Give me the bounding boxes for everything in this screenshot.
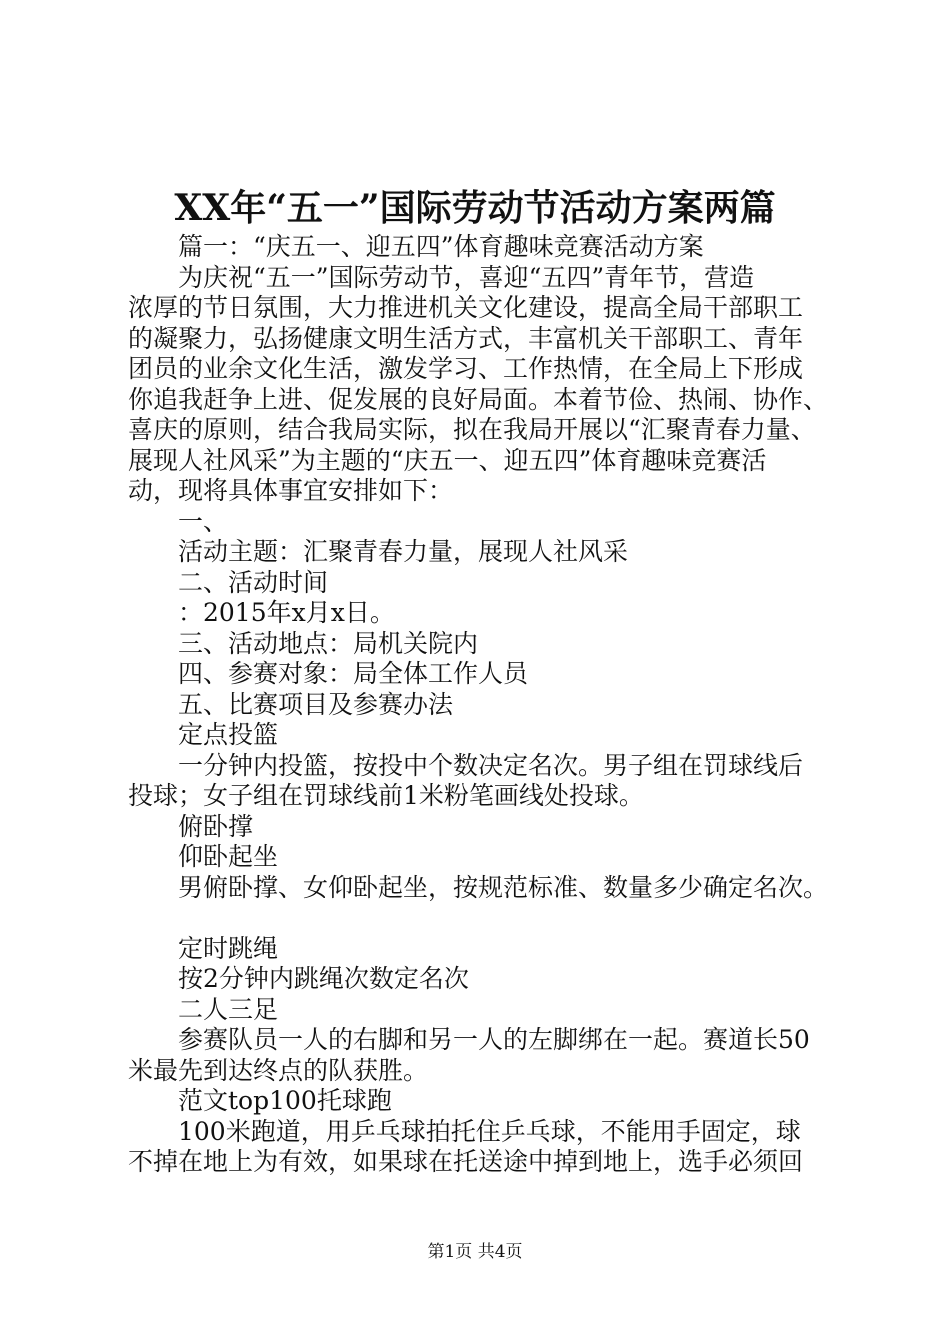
- event-name: 定时跳绳: [178, 933, 279, 963]
- paragraph-line: 的凝聚力，弘扬健康文明生活方式，丰富机关干部职工、青年: [128, 323, 804, 353]
- paragraph-line: 100米跑道，用乒乓球拍托住乒乓球，不能用手固定，球: [178, 1116, 801, 1146]
- event-name: 定点投篮: [178, 720, 279, 749]
- event-name: 范文top100托球跑: [178, 1086, 392, 1115]
- paragraph-line: 团员的业余文化生活，激发学习、工作热情，在全局上下形成: [128, 354, 804, 383]
- list-item: 活动主题：汇聚青春力量，展现人社风采: [178, 537, 629, 566]
- paragraph-line: 参赛队员一人的右脚和另一人的左脚绑在一起。赛道长50: [178, 1025, 810, 1054]
- blank-line: [128, 903, 868, 934]
- paragraph-line: 展现人社风采”为主题的“庆五一、迎五四”体育趣味竞赛活: [128, 445, 767, 475]
- paragraph-line: 不掉在地上为有效，如果球在托送途中掉到地上，选手必须回: [128, 1147, 804, 1176]
- page-indicator: 第1页 共4页: [427, 1242, 523, 1262]
- paragraph-line: 米最先到达终点的队获胜。: [128, 1055, 429, 1085]
- list-item: ：2015年x月x日。: [178, 598, 395, 627]
- paragraph-line: 男俯卧撑、女仰卧起坐，按规范标准、数量多少确定名次。: [178, 872, 829, 902]
- event-name: 二人三足: [178, 994, 279, 1024]
- list-item: 五、比赛项目及参赛办法: [178, 689, 454, 719]
- paragraph-line: 浓厚的节日氛围，大力推进机关文化建设，提高全局干部职工: [128, 293, 804, 322]
- paragraph-line: 按2分钟内跳绳次数定名次: [178, 964, 469, 993]
- list-item: 三、活动地点：局机关院内: [178, 628, 479, 658]
- paragraph-line: 一分钟内投篮，按投中个数决定名次。男子组在罚球线后: [178, 750, 804, 780]
- document-title: XX年“五一”国际劳动节活动方案两篇: [174, 187, 776, 229]
- event-name: 俯卧撑: [178, 811, 254, 841]
- paragraph-line: 喜庆的原则，结合我局实际，拟在我局开展以“汇聚青春力量、: [128, 415, 816, 444]
- section-heading: 篇一：“庆五一、迎五四”体育趣味竞赛活动方案: [178, 232, 704, 261]
- paragraph-line: 你追我赶争上进、促发展的良好局面。本着节俭、热闹、协作、: [128, 384, 829, 414]
- document-body: [128, 232, 868, 1178]
- paragraph-line: 动，现将具体事宜安排如下：: [128, 476, 454, 505]
- list-item: 四、参赛对象：局全体工作人员: [178, 659, 529, 688]
- event-name: 仰卧起坐: [178, 842, 279, 871]
- paragraph-line: 投球；女子组在罚球线前1米粉笔画线处投球。: [128, 781, 644, 810]
- list-item: 一、: [178, 506, 229, 536]
- list-item: 二、活动时间: [178, 567, 329, 597]
- paragraph-line: 为庆祝“五一”国际劳动节，喜迎“五四”青年节，营造: [178, 262, 755, 292]
